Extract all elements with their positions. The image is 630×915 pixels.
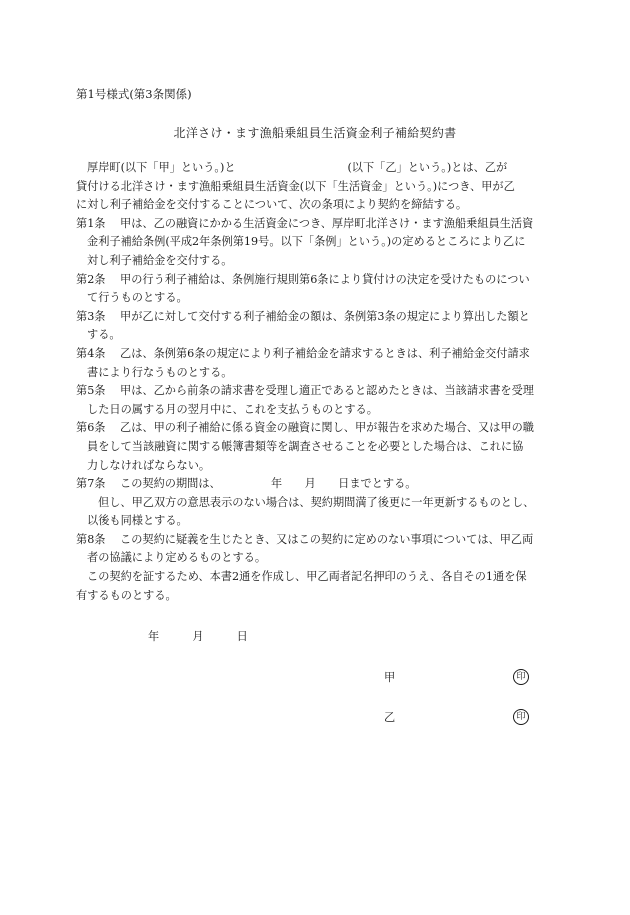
article-7 (76, 475, 554, 531)
article-number: 第6条 (76, 421, 106, 435)
article-proviso: 但し、甲乙双方の意思表示のない場合は、契約期間満了後更に一年更新するものとし、 (98, 495, 535, 509)
article-6 (76, 419, 554, 475)
article-number: 第3条 (76, 309, 106, 323)
article-text: 甲が乙に対して交付する利子補給金の額は、条例第3条の規定により算出した額と (120, 309, 530, 323)
article-text: 者の協議により定めるものとする。 (87, 551, 267, 565)
article-text: 甲は、乙の融資にかかる生活資金につき、厚岸町北洋さけ・ます漁船乗組員生活資 (120, 216, 534, 230)
document-title: 北洋さけ・ます漁船乗組員生活資金利子補給契約書 (173, 126, 457, 140)
article-text: 書により行なうものとする。 (87, 365, 233, 379)
preamble-line: に対し利子補給金を交付することについて、次の条項により契約を締結する。 (76, 198, 468, 212)
closing-line: 有するものとする。 (76, 588, 177, 602)
article-text: この契約の期間は、 年 月 日までとする。 (120, 477, 417, 491)
article-text: する。 (87, 328, 121, 342)
article-text: 対し利子補給金を交付する。 (87, 253, 233, 267)
article-text: 甲は、乙から前条の請求書を受理し適正であると認めたときは、当該請求書を受理 (120, 384, 534, 398)
article-text: て行うものとする。 (87, 291, 188, 305)
article-text: 乙は、条例第6条の規定により利子補給金を請求するときは、利子補給金交付請求 (120, 346, 530, 360)
article-number: 第7条 (76, 477, 106, 491)
article-text: この契約に疑義を生じたとき、又はこの契約に定めのない事項については、甲乙両 (120, 532, 534, 546)
party-b-label: 乙 (384, 711, 396, 724)
article-proviso: 以後も同様とする。 (87, 514, 188, 528)
article-text: 甲の行う利子補給は、条例施行規則第6条により貸付けの決定を受けたものについ (120, 272, 530, 286)
article-text: 乙は、甲の利子補給に係る資金の融資に関し、甲が報告を求めた場合、又は甲の職 (120, 421, 534, 435)
preamble-line: 貸付ける北洋さけ・ます漁船乗組員生活資金(以下「生活資金」という。)につき、甲が乙 (76, 179, 515, 193)
party-a-label: 甲 (384, 671, 396, 684)
form-label: 第1号様式(第3条関係) (76, 87, 192, 101)
article-3 (76, 308, 554, 345)
date-day: 日 (236, 630, 248, 643)
article-number: 第1条 (76, 216, 106, 230)
article-text: 員をして当該融資に関する帳簿書類等を調査させることを必要とした場合は、これに協 (87, 439, 524, 453)
party-b-seal-icon: 印 (513, 709, 529, 725)
article-number: 第4条 (76, 346, 106, 360)
article-8 (76, 531, 554, 568)
article-1 (76, 215, 554, 271)
closing (76, 568, 554, 605)
closing-line: この契約を証するため、本書2通を作成し、甲乙両者記名押印のうえ、各自その1通を保 (87, 570, 527, 584)
article-number: 第8条 (76, 532, 106, 546)
article-number: 第5条 (76, 384, 106, 398)
party-a-seal-icon: 印 (513, 669, 529, 685)
contract-date (148, 628, 248, 644)
article-number: 第2条 (76, 272, 106, 286)
article-text: 力しなければならない。 (87, 458, 211, 472)
preamble-line: 厚岸町(以下「甲」という。)と (以下「乙」という。)とは、乙が (87, 161, 508, 174)
document-body (76, 159, 554, 605)
article-5 (76, 382, 554, 419)
date-month: 月 (192, 630, 204, 643)
article-2 (76, 271, 554, 308)
date-year: 年 (148, 630, 160, 643)
preamble (76, 159, 554, 215)
article-text: 金利子補給条例(平成2年条例第19号。以下「条例」という。)の定めるところにより乙に (87, 235, 526, 249)
article-text: した日の属する月の翌月中に、これを支払うものとする。 (87, 402, 378, 416)
article-4 (76, 345, 554, 382)
